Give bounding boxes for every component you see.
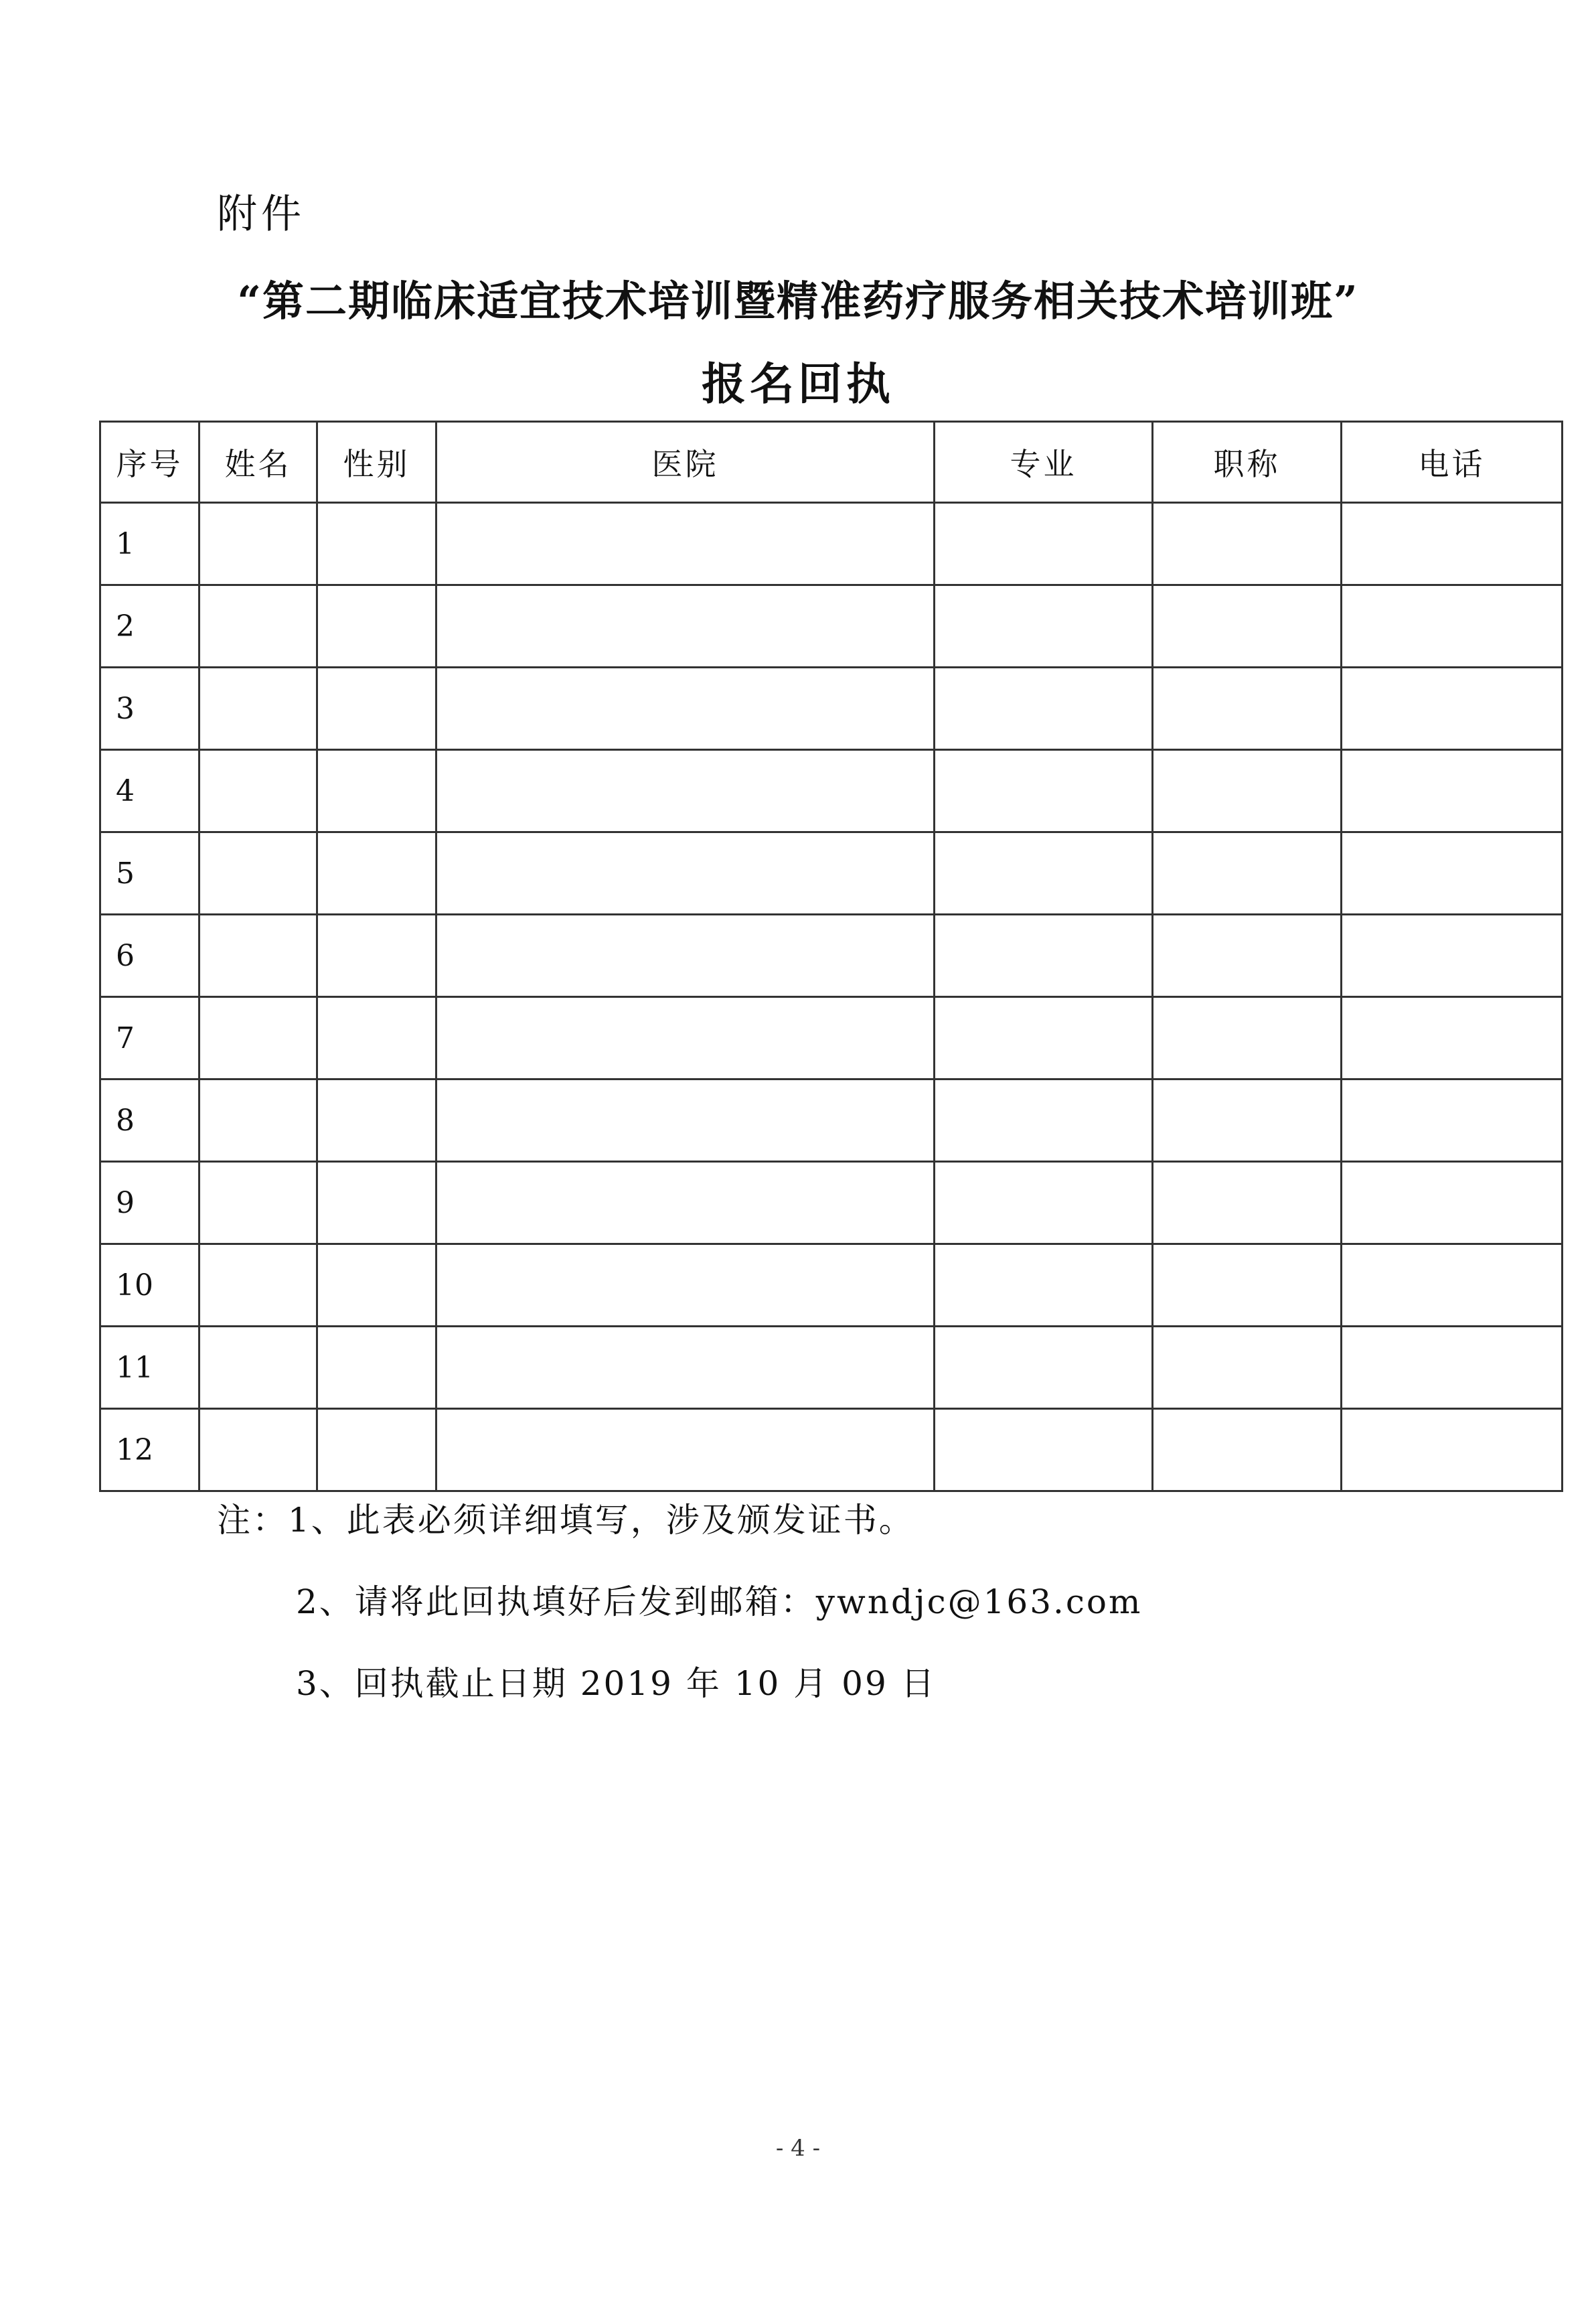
- table-row: [100, 750, 1563, 832]
- header-cell: 职称: [1153, 422, 1342, 503]
- blank-entry-cell: [436, 832, 935, 915]
- blank-entry-cell: [317, 1244, 436, 1327]
- blank-entry-cell: [1342, 997, 1563, 1079]
- table-row: [100, 832, 1563, 915]
- blank-entry-cell: [1153, 1244, 1342, 1327]
- row-number-cell: 1: [100, 503, 200, 585]
- note-item: 注：1、此表必须详细填写，涉及颁发证书。: [217, 1501, 914, 1540]
- blank-entry-cell: [436, 1327, 935, 1409]
- blank-entry-cell: [200, 1327, 317, 1409]
- blank-entry-cell: [935, 668, 1153, 750]
- blank-entry-cell: [1153, 585, 1342, 668]
- document-subtitle: 报名回执: [702, 358, 894, 410]
- blank-entry-cell: [1342, 1409, 1563, 1491]
- table-row: [100, 503, 1563, 585]
- note-item: 3、回执截止日期 2019 年 10 月 09 日: [296, 1664, 937, 1703]
- row-number-cell: 3: [100, 668, 200, 750]
- blank-entry-cell: [1153, 503, 1342, 585]
- blank-entry-cell: [1342, 1327, 1563, 1409]
- header-cell: 序号: [100, 422, 200, 503]
- table-row: [100, 585, 1563, 668]
- table-row: [100, 1162, 1563, 1244]
- blank-entry-cell: [200, 832, 317, 915]
- blank-entry-cell: [200, 1244, 317, 1327]
- blank-entry-cell: [436, 915, 935, 997]
- row-number-cell: 9: [100, 1162, 200, 1244]
- blank-entry-cell: [935, 1162, 1153, 1244]
- blank-entry-cell: [1153, 997, 1342, 1079]
- blank-entry-cell: [1342, 915, 1563, 997]
- blank-entry-cell: [1342, 1079, 1563, 1162]
- blank-entry-cell: [317, 1327, 436, 1409]
- blank-entry-cell: [1153, 668, 1342, 750]
- blank-entry-cell: [1342, 585, 1563, 668]
- blank-entry-cell: [317, 503, 436, 585]
- blank-entry-cell: [1153, 832, 1342, 915]
- blank-entry-cell: [317, 832, 436, 915]
- table-header-row: [100, 422, 1563, 503]
- row-number-cell: 8: [100, 1079, 200, 1162]
- blank-entry-cell: [200, 1409, 317, 1491]
- header-cell: 性别: [317, 422, 436, 503]
- note-item: 2、请将此回执填好后发到邮箱：ywndjc@163.com: [296, 1582, 1143, 1621]
- blank-entry-cell: [1342, 750, 1563, 832]
- document-title: “第二期临床适宜技术培训暨精准药疗服务相关技术培训班”: [237, 277, 1359, 325]
- blank-entry-cell: [1342, 832, 1563, 915]
- blank-entry-cell: [436, 585, 935, 668]
- blank-entry-cell: [1153, 1079, 1342, 1162]
- blank-entry-cell: [935, 750, 1153, 832]
- blank-entry-cell: [317, 1079, 436, 1162]
- blank-entry-cell: [200, 915, 317, 997]
- blank-entry-cell: [935, 1244, 1153, 1327]
- table-row: [100, 915, 1563, 997]
- blank-entry-cell: [935, 915, 1153, 997]
- blank-entry-cell: [1342, 503, 1563, 585]
- row-number-cell: 5: [100, 832, 200, 915]
- table-row: [100, 997, 1563, 1079]
- blank-entry-cell: [436, 750, 935, 832]
- table-row: [100, 1244, 1563, 1327]
- blank-entry-cell: [317, 1409, 436, 1491]
- row-number-cell: 11: [100, 1327, 200, 1409]
- blank-entry-cell: [935, 503, 1153, 585]
- blank-entry-cell: [1153, 1327, 1342, 1409]
- blank-entry-cell: [1342, 1162, 1563, 1244]
- blank-entry-cell: [200, 585, 317, 668]
- blank-entry-cell: [436, 1079, 935, 1162]
- header-cell: 姓名: [200, 422, 317, 503]
- page-number: - 4 -: [775, 2135, 821, 2162]
- row-number-cell: 6: [100, 915, 200, 997]
- table-row: [100, 1409, 1563, 1491]
- row-number-cell: 7: [100, 997, 200, 1079]
- header-cell: 专业: [935, 422, 1153, 503]
- blank-entry-cell: [436, 1244, 935, 1327]
- blank-entry-cell: [935, 1327, 1153, 1409]
- blank-entry-cell: [436, 668, 935, 750]
- blank-entry-cell: [317, 1162, 436, 1244]
- row-number-cell: 2: [100, 585, 200, 668]
- blank-entry-cell: [1153, 750, 1342, 832]
- header-cell: 电话: [1342, 422, 1563, 503]
- header-cell: 医院: [436, 422, 935, 503]
- blank-entry-cell: [200, 1162, 317, 1244]
- table-row: [100, 1079, 1563, 1162]
- blank-entry-cell: [935, 585, 1153, 668]
- blank-entry-cell: [317, 585, 436, 668]
- blank-entry-cell: [317, 915, 436, 997]
- blank-entry-cell: [935, 832, 1153, 915]
- blank-entry-cell: [1153, 915, 1342, 997]
- blank-entry-cell: [436, 503, 935, 585]
- blank-entry-cell: [317, 997, 436, 1079]
- blank-entry-cell: [1153, 1162, 1342, 1244]
- blank-entry-cell: [317, 750, 436, 832]
- row-number-cell: 10: [100, 1244, 200, 1327]
- blank-entry-cell: [935, 1079, 1153, 1162]
- blank-entry-cell: [200, 750, 317, 832]
- blank-entry-cell: [317, 668, 436, 750]
- row-number-cell: 4: [100, 750, 200, 832]
- attachment-label: 附件: [217, 191, 305, 238]
- blank-entry-cell: [200, 668, 317, 750]
- blank-entry-cell: [935, 997, 1153, 1079]
- blank-entry-cell: [200, 997, 317, 1079]
- blank-entry-cell: [436, 997, 935, 1079]
- blank-entry-cell: [1153, 1409, 1342, 1491]
- blank-entry-cell: [1342, 668, 1563, 750]
- registration-table: [99, 421, 1563, 1492]
- row-number-cell: 12: [100, 1409, 200, 1491]
- blank-entry-cell: [436, 1409, 935, 1491]
- blank-entry-cell: [436, 1162, 935, 1244]
- blank-entry-cell: [1342, 1244, 1563, 1327]
- blank-entry-cell: [200, 1079, 317, 1162]
- table-row: [100, 668, 1563, 750]
- blank-entry-cell: [200, 503, 317, 585]
- blank-entry-cell: [935, 1409, 1153, 1491]
- table-row: [100, 1327, 1563, 1409]
